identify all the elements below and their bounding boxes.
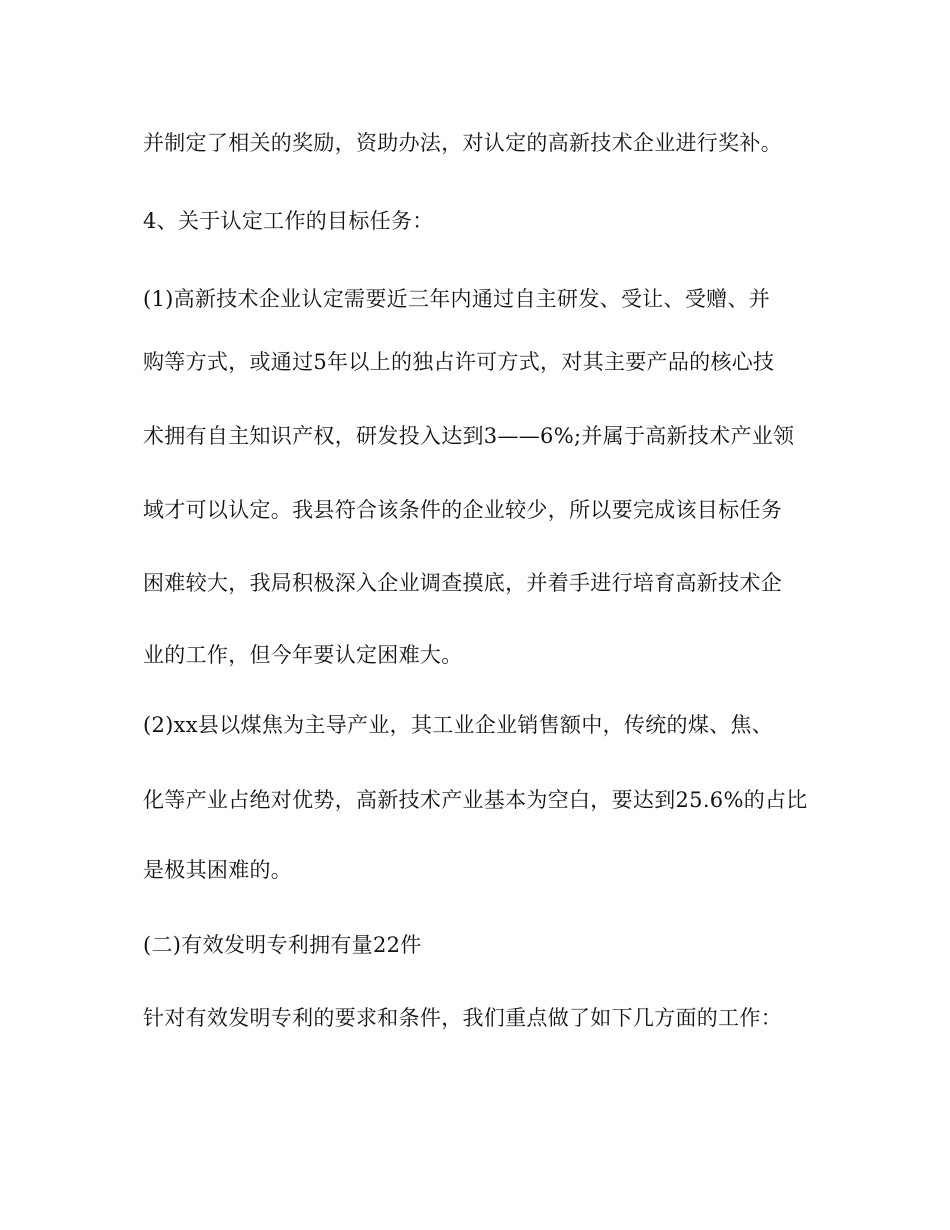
paragraph-line: 4、关于认定工作的目标任务： [143,209,434,233]
section-heading: (二)有效发明专利拥有量22件 [143,933,422,957]
paragraph-line: 业的工作，但今年要认定困难大。 [143,643,463,667]
paragraph-line: 是极其困难的。 [143,858,293,882]
paragraph-line: 购等方式，或通过5年以上的独占许可方式，对其主要产品的核心技 [143,350,775,374]
paragraph-line: 针对有效发明专利的要求和条件，我们重点做了如下几方面的工作： [143,1006,782,1030]
paragraph-line: (1)高新技术企业认定需要近三年内通过自主研发、受让、受赠、并 [143,287,771,311]
paragraph-line: 化等产业占绝对优势，高新技术产业基本为空白，要达到25.6%的占比 [143,788,808,812]
paragraph-line: 并制定了相关的奖励，资助办法，对认定的高新技术企业进行奖补。 [143,131,782,155]
paragraph-line: 域才可以认定。我县符合该条件的企业较少，所以要完成该目标任务 [143,498,782,522]
paragraph-line: 术拥有自主知识产权，研发投入达到3——6%;并属于高新技术产业领 [143,424,795,448]
paragraph-line: (2)xx县以煤焦为主导产业，其工业企业销售额中，传统的煤、焦、 [143,713,774,737]
paragraph-line: 困难较大，我局积极深入企业调查摸底，并着手进行培育高新技术企 [143,571,782,595]
